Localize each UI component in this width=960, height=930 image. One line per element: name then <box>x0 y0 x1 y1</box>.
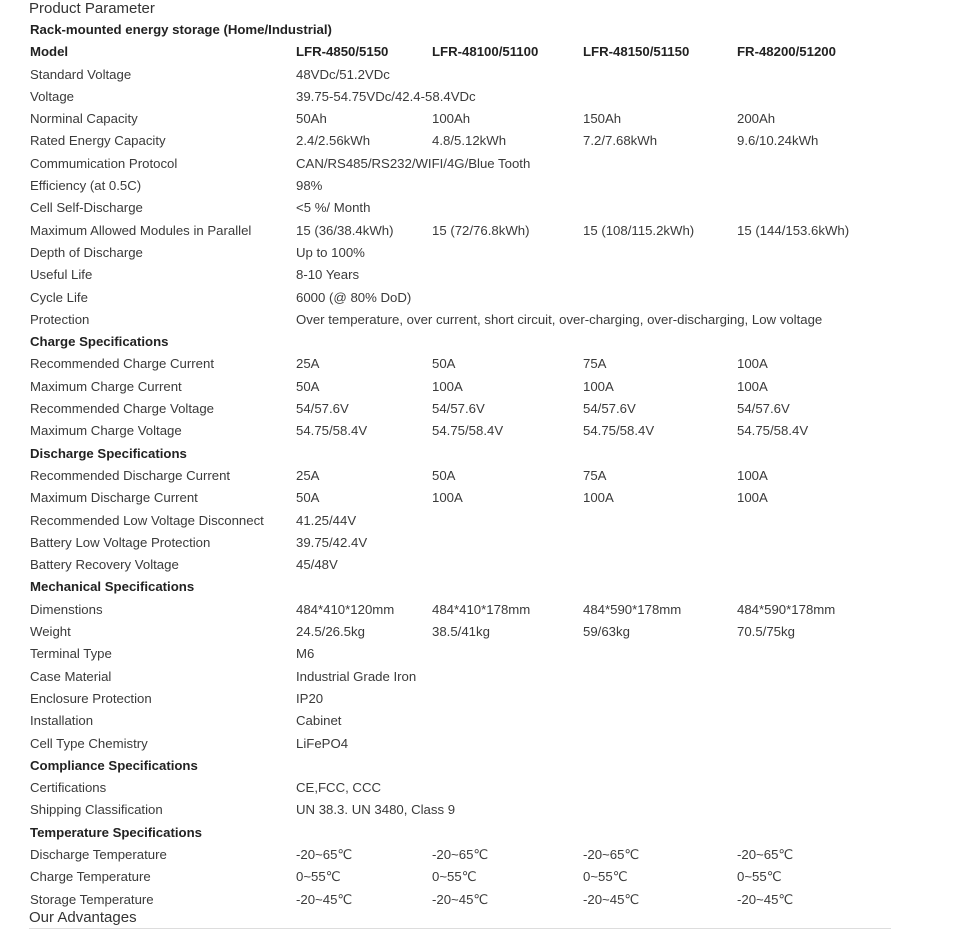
cell-value: 54.75/58.4V <box>737 423 809 439</box>
table-row <box>29 175 929 197</box>
cell-value: 2.4/2.56kWh <box>296 133 371 149</box>
row-label: Discharge Temperature <box>30 846 167 862</box>
row-label: Norminal Capacity <box>30 111 138 127</box>
cell-value: 50Ah <box>296 111 327 127</box>
cell-value: 59/63kg <box>583 624 630 640</box>
section-header-row <box>29 331 929 353</box>
product-parameter-heading: Product Parameter <box>29 0 155 17</box>
row-label: Efficiency (at 0.5C) <box>30 178 142 194</box>
row-label: Recommended Charge Voltage <box>30 401 215 417</box>
cell-value: 75A <box>583 356 607 372</box>
row-label: Cycle Life <box>30 289 88 305</box>
section-header-row <box>29 443 929 465</box>
row-label: Depth of Discharge <box>30 244 143 260</box>
divider <box>29 928 891 929</box>
row-label: Rated Energy Capacity <box>30 133 166 149</box>
section-title: Charge Specifications <box>30 334 169 350</box>
section-title: Rack-mounted energy storage (Home/Industrial) <box>30 22 332 37</box>
row-label: Protection <box>30 311 90 327</box>
row-label: Terminal Type <box>30 646 112 662</box>
cell-value: -20~45℃ <box>583 891 640 907</box>
section-title: Discharge Specifications <box>30 445 187 461</box>
cell-value: CE,FCC, CCC <box>296 780 381 796</box>
row-label: Maximum Allowed Modules in Parallel <box>30 222 252 238</box>
cell-value: 54/57.6V <box>737 401 790 417</box>
table-row <box>29 353 929 375</box>
table-row <box>29 599 929 621</box>
cell-value: IP20 <box>296 690 324 706</box>
cell-value: 54.75/58.4V <box>296 423 368 439</box>
section-header-row <box>29 755 929 777</box>
row-label: Storage Temperature <box>30 891 154 907</box>
table-row <box>29 376 929 398</box>
cell-value: 15 (72/76.8kWh) <box>432 222 530 238</box>
cell-value: 100A <box>737 467 768 483</box>
cell-value: 24.5/26.5kg <box>296 624 365 640</box>
table-row <box>29 889 929 911</box>
cell-value: -20~45℃ <box>737 891 794 907</box>
cell-value: -20~65℃ <box>432 846 489 862</box>
our-advantages-heading: Our Advantages <box>29 909 137 926</box>
cell-value: 100A <box>432 490 463 506</box>
cell-value: 100A <box>737 378 768 394</box>
cell-value: LFR-48150/51150 <box>583 44 690 60</box>
table-row <box>29 487 929 509</box>
table-row <box>29 420 929 442</box>
row-label: Dimenstions <box>30 601 103 617</box>
table-row <box>29 733 929 755</box>
model-header-row <box>29 41 929 63</box>
cell-value: 8-10 Years <box>296 267 360 283</box>
row-label: Weight <box>30 624 71 640</box>
cell-value: 48VDc/51.2VDc <box>296 66 390 82</box>
table-row <box>29 777 929 799</box>
cell-value: 25A <box>296 467 320 483</box>
cell-value: 50A <box>296 490 320 506</box>
cell-value: Cabinet <box>296 713 342 729</box>
cell-value: 39.75-54.75VDc/42.4-58.4VDc <box>296 88 476 104</box>
row-label: Case Material <box>30 668 112 684</box>
table-row <box>29 153 929 175</box>
table-row <box>29 688 929 710</box>
table-row <box>29 287 929 309</box>
cell-value: 50A <box>432 356 456 372</box>
section-title: Temperature Specifications <box>30 824 202 840</box>
cell-value: 50A <box>432 467 456 483</box>
table-row <box>29 643 929 665</box>
cell-value: 50A <box>296 378 320 394</box>
row-label: Standard Voltage <box>30 66 132 82</box>
cell-value: 0~55℃ <box>583 869 628 885</box>
cell-value: 0~55℃ <box>296 869 341 885</box>
table-row <box>29 398 929 420</box>
cell-value: LFR-48100/51100 <box>432 44 539 60</box>
cell-value: <5 %/ Month <box>296 200 371 216</box>
cell-value: 54.75/58.4V <box>583 423 655 439</box>
section-header-row <box>29 19 929 41</box>
cell-value: 98% <box>296 178 323 194</box>
cell-value: 39.75/42.4V <box>296 534 368 550</box>
row-label: Voltage <box>30 88 74 104</box>
row-label: Battery Low Voltage Protection <box>30 534 211 550</box>
table-row <box>29 666 929 688</box>
cell-value: 45/48V <box>296 557 338 573</box>
cell-value: -20~65℃ <box>296 846 353 862</box>
table-row <box>29 554 929 576</box>
cell-value: 484*590*178mm <box>737 601 836 617</box>
cell-value: 54/57.6V <box>296 401 349 417</box>
cell-value: 200Ah <box>737 111 776 127</box>
cell-value: -20~65℃ <box>583 846 640 862</box>
cell-value: 100A <box>583 378 614 394</box>
table-row <box>29 264 929 286</box>
cell-value: 25A <box>296 356 320 372</box>
row-label: Maximum Charge Current <box>30 378 182 394</box>
cell-value: 6000 (@ 80% DoD) <box>296 289 412 305</box>
cell-value: 75A <box>583 467 607 483</box>
cell-value: 100Ah <box>432 111 471 127</box>
cell-value: 100A <box>737 356 768 372</box>
table-row <box>29 108 929 130</box>
cell-value: 150Ah <box>583 111 622 127</box>
table-row <box>29 309 929 331</box>
cell-value: Up to 100% <box>296 244 365 260</box>
table-row <box>29 130 929 152</box>
row-label: Cell Type Chemistry <box>30 735 148 751</box>
cell-value: Industrial Grade Iron <box>296 668 417 684</box>
section-header-row <box>29 822 929 844</box>
cell-value: 54/57.6V <box>583 401 636 417</box>
row-label: Enclosure Protection <box>30 690 152 706</box>
cell-value: FR-48200/51200 <box>737 44 836 60</box>
table-row <box>29 844 929 866</box>
cell-value: 100A <box>583 490 614 506</box>
table-row <box>29 866 929 888</box>
cell-value: CAN/RS485/RS232/WIFI/4G/Blue Tooth <box>296 155 531 171</box>
cell-value: 4.8/5.12kWh <box>432 133 507 149</box>
cell-value: 54.75/58.4V <box>432 423 504 439</box>
cell-value: 38.5/41kg <box>432 624 490 640</box>
cell-value: 15 (108/115.2kWh) <box>583 222 695 238</box>
cell-value: 9.6/10.24kWh <box>737 133 819 149</box>
row-label: Installation <box>30 713 94 729</box>
row-label: Certifications <box>30 780 107 796</box>
row-label: Recommended Charge Current <box>30 356 214 372</box>
table-row <box>29 799 929 821</box>
row-label: Cell Self-Discharge <box>30 200 143 216</box>
cell-value: 15 (144/153.6kWh) <box>737 222 850 238</box>
cell-value: LiFePO4 <box>296 735 349 751</box>
cell-value: 15 (36/38.4kWh) <box>296 222 394 238</box>
row-label: Useful Life <box>30 267 93 283</box>
row-label: Commumication Protocol <box>30 155 178 171</box>
cell-value: 484*590*178mm <box>583 601 682 617</box>
cell-value: -20~45℃ <box>432 891 489 907</box>
cell-value: 54/57.6V <box>432 401 485 417</box>
table-row <box>29 64 929 86</box>
table-row <box>29 465 929 487</box>
cell-value: M6 <box>296 646 315 662</box>
table-row <box>29 242 929 264</box>
table-row <box>29 710 929 732</box>
table-row <box>29 621 929 643</box>
row-label: Shipping Classification <box>30 802 163 818</box>
row-label: Recommended Discharge Current <box>30 467 231 483</box>
table-row <box>29 510 929 532</box>
cell-value: 0~55℃ <box>432 869 477 885</box>
row-label: Maximum Discharge Current <box>30 490 198 506</box>
section-header-row <box>29 576 929 598</box>
section-title: Compliance Specifications <box>30 757 198 773</box>
spec-table <box>29 19 929 911</box>
cell-value: 7.2/7.68kWh <box>583 133 658 149</box>
cell-value: UN 38.3. UN 3480, Class 9 <box>296 802 456 818</box>
section-title: Mechanical Specifications <box>30 579 195 595</box>
table-row <box>29 220 929 242</box>
cell-value: 0~55℃ <box>737 869 782 885</box>
cell-value: 484*410*178mm <box>432 601 531 617</box>
cell-value: 41.25/44V <box>296 512 357 528</box>
cell-value: Over temperature, over current, short circuit, over-charging, over-discharging, Low voltage <box>296 311 823 327</box>
cell-value: 484*410*120mm <box>296 601 395 617</box>
cell-value: LFR-4850/5150 <box>296 44 389 60</box>
row-label: Charge Temperature <box>30 869 151 885</box>
table-row <box>29 197 929 219</box>
row-label: Recommended Low Voltage Disconnect <box>30 512 264 528</box>
table-row <box>29 86 929 108</box>
cell-value: -20~45℃ <box>296 891 353 907</box>
cell-value: 100A <box>432 378 463 394</box>
cell-value: 70.5/75kg <box>737 624 795 640</box>
cell-value: -20~65℃ <box>737 846 794 862</box>
cell-value: 100A <box>737 490 768 506</box>
table-row <box>29 532 929 554</box>
row-label: Battery Recovery Voltage <box>30 557 179 573</box>
row-label: Maximum Charge Voltage <box>30 423 182 439</box>
row-label: Model <box>30 44 69 60</box>
